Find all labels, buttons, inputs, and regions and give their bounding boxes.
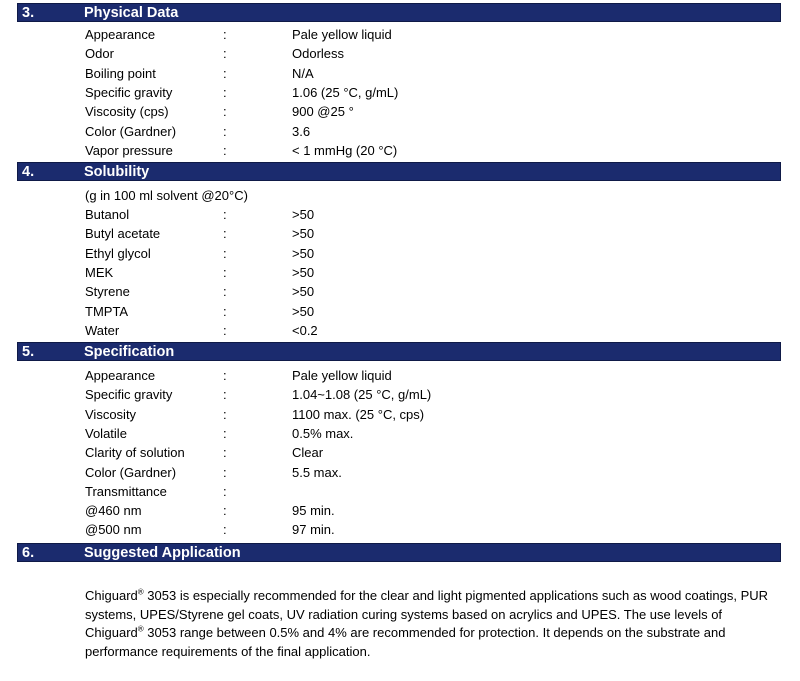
- row-label: Ethyl glycol: [85, 245, 151, 261]
- row-value: 3.6: [292, 123, 311, 139]
- row-label: Viscosity (cps): [85, 104, 169, 120]
- row-colon: :: [223, 65, 227, 81]
- section-title: Specification: [84, 344, 175, 360]
- section-title: Suggested Application: [84, 545, 241, 561]
- section-header-specification: [17, 342, 781, 361]
- registered-mark: ®: [137, 587, 144, 597]
- row-value: N/A: [292, 65, 314, 81]
- row-label: Volatile: [85, 425, 127, 441]
- row-value: >50: [292, 303, 315, 319]
- table-row: [0, 405, 800, 424]
- row-label: Specific gravity: [85, 84, 173, 100]
- section-header-solubility: [17, 162, 781, 181]
- table-row: [0, 224, 800, 243]
- row-label: Butanol: [85, 207, 130, 222]
- row-colon: :: [223, 303, 227, 319]
- row-value: 95 min.: [292, 503, 335, 519]
- brand-name: Chiguard: [85, 588, 138, 603]
- row-label: Vapor pressure: [85, 142, 173, 158]
- row-colon: :: [223, 368, 227, 383]
- section-number: 3.: [22, 5, 35, 21]
- row-colon: :: [223, 522, 227, 538]
- section-header-physical-data: [17, 3, 781, 22]
- row-label: Transmittance: [85, 483, 167, 499]
- table-row: [0, 44, 800, 63]
- row-value: 5.5 max.: [292, 464, 342, 480]
- row-value: 0.5% max.: [292, 425, 354, 441]
- table-row: [0, 501, 800, 520]
- row-colon: :: [223, 406, 227, 422]
- table-row: [0, 141, 800, 160]
- row-value: Odorless: [292, 46, 345, 62]
- table-row: [0, 482, 800, 501]
- table-row: [0, 302, 800, 321]
- table-row: [0, 263, 800, 282]
- row-label: Appearance: [85, 368, 156, 383]
- row-colon: :: [223, 284, 227, 300]
- table-row: [0, 366, 800, 385]
- application-paragraph: [85, 587, 783, 661]
- row-value: >50: [292, 207, 315, 222]
- row-colon: :: [223, 27, 227, 42]
- application-text-1: 3053 is especially recommended for the clear and light pigmented applications such as wood coatings, PUR systems, UPES/Styrene gel coats, UV radiation curing systems based on acrylics and UPES. The use levels of: [85, 588, 769, 622]
- row-colon: :: [223, 104, 227, 120]
- table-row: [0, 83, 800, 102]
- registered-mark: ®: [137, 624, 144, 634]
- row-label: Styrene: [85, 284, 130, 300]
- row-colon: :: [223, 264, 227, 280]
- row-colon: :: [223, 322, 227, 338]
- table-row: [0, 25, 800, 44]
- row-colon: :: [223, 84, 227, 100]
- row-value: 97 min.: [292, 522, 335, 538]
- row-label: Viscosity: [85, 406, 137, 422]
- table-row: [0, 102, 800, 121]
- table-row: [0, 443, 800, 462]
- row-label: Specific gravity: [85, 387, 173, 403]
- row-label: @460 nm: [85, 503, 142, 519]
- row-value: 1.06 (25 °C, g/mL): [292, 84, 399, 100]
- row-label: Butyl acetate: [85, 226, 161, 242]
- row-colon: :: [223, 207, 227, 222]
- row-value: 1.04~1.08 (25 °C, g/mL): [292, 387, 432, 403]
- solubility-note: (g in 100 ml solvent @20°C): [85, 188, 248, 203]
- row-colon: :: [223, 387, 227, 403]
- row-label: Appearance: [85, 27, 156, 42]
- row-colon: :: [223, 226, 227, 242]
- row-value: 1100 max. (25 °C, cps): [292, 406, 425, 422]
- row-colon: :: [223, 123, 227, 139]
- row-label: Color (Gardner): [85, 464, 177, 480]
- row-value: >50: [292, 245, 315, 261]
- row-label: Boiling point: [85, 65, 156, 81]
- row-label: TMPTA: [85, 303, 129, 319]
- table-row: [0, 244, 800, 263]
- table-row: [0, 205, 800, 224]
- table-row: [0, 282, 800, 301]
- row-label: MEK: [85, 264, 114, 280]
- row-value: < 1 mmHg (20 °C): [292, 142, 398, 158]
- row-label: Odor: [85, 46, 114, 62]
- table-row: [0, 64, 800, 83]
- section-title: Physical Data: [84, 5, 179, 21]
- section-header-suggested-application: [17, 543, 781, 562]
- row-colon: :: [223, 245, 227, 261]
- section-title: Solubility: [84, 164, 150, 180]
- row-value: Clear: [292, 445, 324, 461]
- table-row: [0, 122, 800, 141]
- row-label: Clarity of solution: [85, 445, 185, 461]
- row-label: Color (Gardner): [85, 123, 177, 139]
- row-colon: :: [223, 445, 227, 461]
- table-row: [0, 520, 800, 539]
- table-row: [0, 321, 800, 340]
- table-row: [0, 424, 800, 443]
- section-number: 5.: [22, 344, 35, 360]
- row-value: >50: [292, 226, 315, 242]
- row-colon: :: [223, 464, 227, 480]
- row-value: Pale yellow liquid: [292, 27, 392, 42]
- row-label: @500 nm: [85, 522, 142, 538]
- row-value: <0.2: [292, 322, 318, 338]
- row-value: >50: [292, 264, 315, 280]
- table-row: [0, 385, 800, 404]
- table-row: [0, 463, 800, 482]
- row-colon: :: [223, 46, 227, 62]
- section-number: 6.: [22, 545, 35, 561]
- row-label: Water: [85, 322, 120, 338]
- row-colon: :: [223, 425, 227, 441]
- row-value: 900 @25 °: [292, 104, 354, 120]
- row-value: >50: [292, 284, 315, 300]
- application-text-2: 3053 range between 0.5% and 4% are recommended for protection. It depends on the substrate and performance requirements of the final application.: [85, 625, 726, 659]
- row-colon: :: [223, 503, 227, 519]
- brand-name: Chiguard: [85, 625, 138, 640]
- section-number: 4.: [22, 164, 35, 180]
- row-colon: :: [223, 483, 227, 499]
- row-colon: :: [223, 142, 227, 158]
- row-value: Pale yellow liquid: [292, 368, 392, 383]
